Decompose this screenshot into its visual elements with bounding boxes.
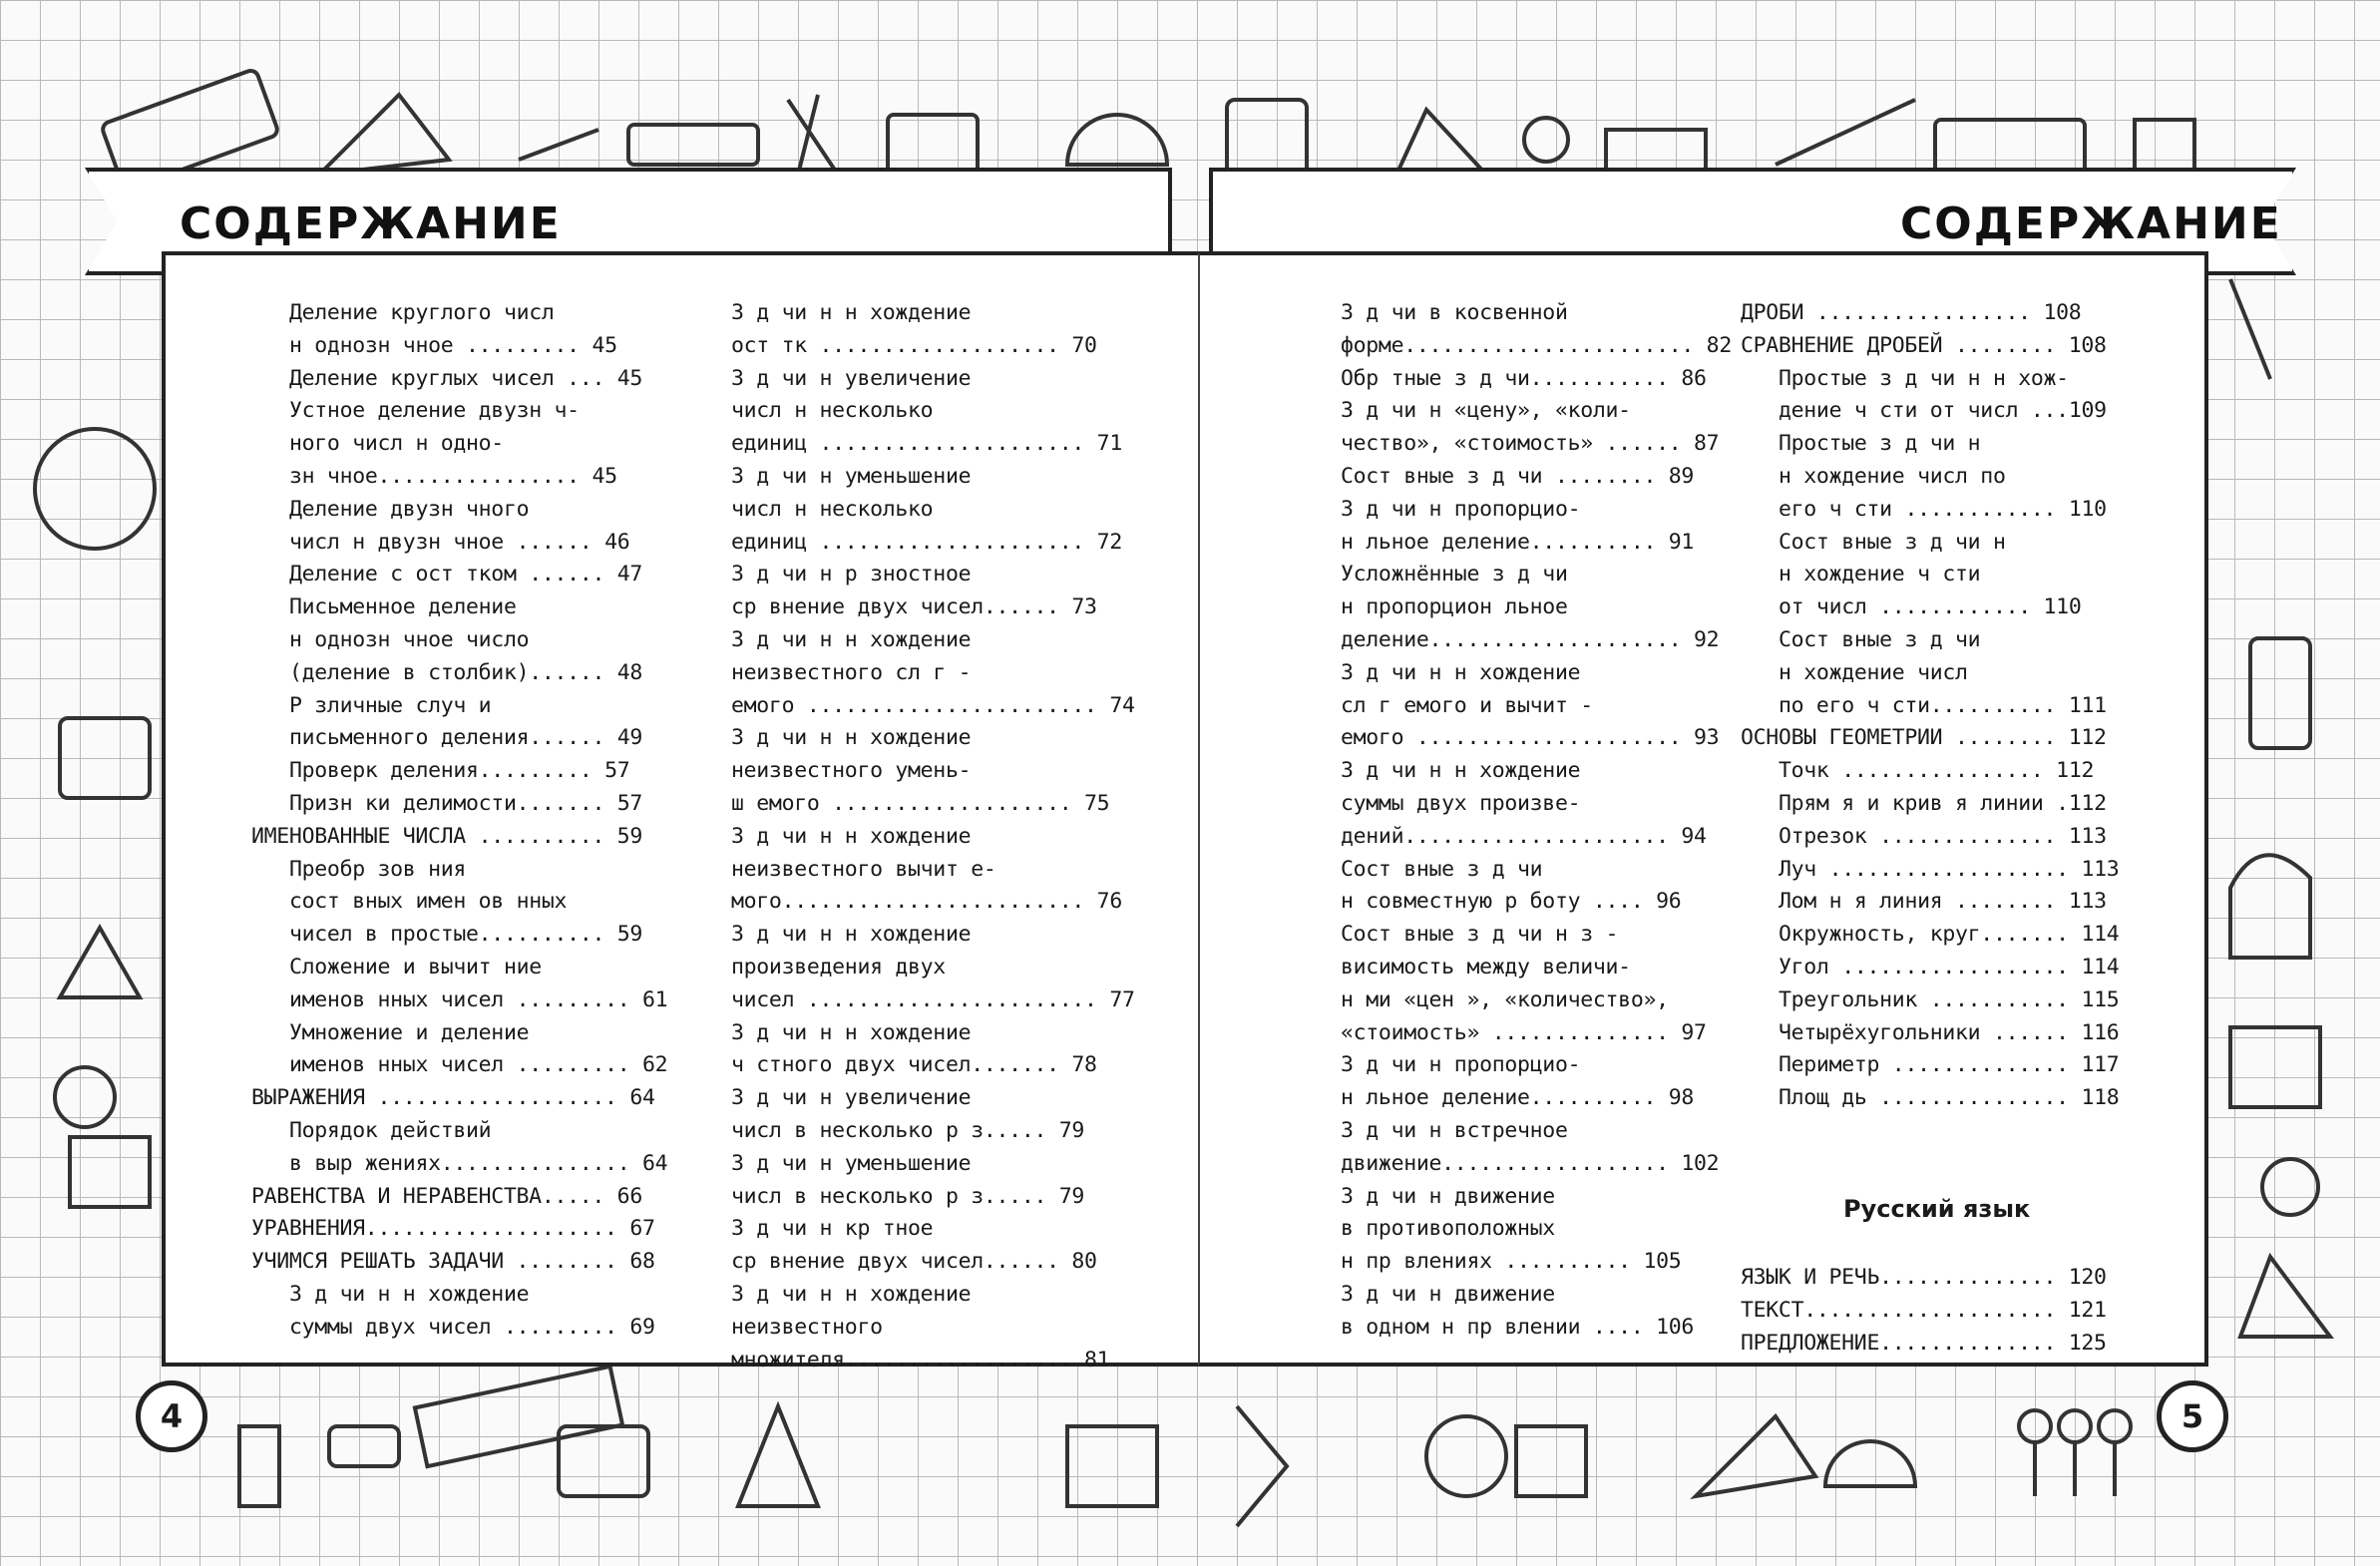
toc-entry: сл г емого и вычит - <box>1341 692 1593 718</box>
toc-entry: Точк ................ 112 <box>1779 758 2095 784</box>
toc-entry: Призн ки делимости....... 57 <box>289 790 643 816</box>
toc-entry: Простые з д чи н <box>1779 431 1981 457</box>
toc-entry: по его ч сти.......... 111 <box>1779 692 2107 718</box>
toc-entry: Лом н я линия ........ 113 <box>1779 889 2107 915</box>
toc-entry: Деление двузн чного <box>289 496 530 522</box>
toc-entry: письменного деления...... 49 <box>289 725 643 751</box>
toc-entry: н льное деление.......... 98 <box>1341 1085 1695 1111</box>
toc-entry: ТЕКСТ.................... 121 <box>1741 1297 2107 1323</box>
toc-entry: н совместную р боту .... 96 <box>1341 889 1682 915</box>
toc-entry: Четырёхугольники ...... 116 <box>1779 1019 2120 1045</box>
toc-column-4 <box>1741 297 2119 1115</box>
toc-entry: Деление круглого числ <box>289 300 555 325</box>
toc-entry: н хождение числ по <box>1779 463 2006 489</box>
toc-entry: чество», «стоимость» ...... 87 <box>1341 431 1720 457</box>
toc-entry: Прям я и крив я линии .112 <box>1779 790 2107 816</box>
toc-entry: ср внение двух чисел...... 80 <box>731 1249 1097 1275</box>
toc-entry: емого ..................... 93 <box>1341 725 1720 751</box>
toc-entry: ЯЗЫК И РЕЧЬ.............. 120 <box>1741 1265 2107 1290</box>
toc-entry: н однозн чное число <box>289 626 530 652</box>
toc-entry: ост тк ................... 70 <box>731 332 1097 358</box>
toc-entry: Простые з д чи н н хож- <box>1779 365 2069 391</box>
toc-entry: Сост вные з д чи ........ 89 <box>1341 463 1695 489</box>
toc-entry: неизвестного сл г - <box>731 659 972 685</box>
toc-entry: «стоимость» .............. 97 <box>1341 1019 1707 1045</box>
toc-entry: дений..................... 94 <box>1341 823 1707 849</box>
left-side-doodles <box>0 259 160 1357</box>
toc-column-2 <box>731 297 1135 1376</box>
toc-entry: Усложнённые з д чи <box>1341 562 1568 587</box>
toc-entry: Письменное деление <box>289 594 517 620</box>
toc-entry: Треугольник ........... 115 <box>1779 986 2120 1012</box>
toc-entry: Преобр зов ния <box>289 856 467 882</box>
toc-entry: в выр жениях............... 64 <box>289 1150 668 1176</box>
toc-entry: Сост вные з д чи <box>1341 856 1543 882</box>
toc-entry: Р зличные случ и <box>289 692 492 718</box>
toc-entry: ш емого ................... 75 <box>731 790 1110 816</box>
toc-entry: суммы двух чисел ......... 69 <box>289 1314 655 1340</box>
toc-entry: в противоположных <box>1341 1216 1555 1242</box>
toc-entry: н пропорцион льное <box>1341 594 1568 620</box>
toc-entry: движение.................. 102 <box>1341 1150 1720 1176</box>
toc-entry: З д чи н н хождение <box>731 725 972 751</box>
right-page-number: 5 <box>2157 1380 2228 1452</box>
toc-entry: числ в несколько р з..... 79 <box>731 1117 1085 1143</box>
toc-entry: сост вных имен ов нных <box>289 889 568 915</box>
toc-entry: З д чи н увеличение <box>731 1085 972 1111</box>
toc-entry: н ми «цен », «количество», <box>1341 986 1669 1012</box>
top-doodles-strip <box>0 0 2380 180</box>
toc-entry: числ в несколько р з..... 79 <box>731 1183 1085 1209</box>
toc-entry: н льное деление.......... 91 <box>1341 529 1695 555</box>
toc-entry: СРАВНЕНИЕ ДРОБЕЙ ........ 108 <box>1741 332 2107 358</box>
toc-entry: н пр влениях .......... 105 <box>1341 1249 1682 1275</box>
toc-entry: З д чи н н хождение <box>731 823 972 849</box>
toc-entry: ч стного двух чисел....... 78 <box>731 1052 1097 1078</box>
toc-entry: З д чи н движение <box>1341 1183 1555 1209</box>
toc-entry: (деление в столбик)...... 48 <box>289 659 643 685</box>
toc-entry: З д чи н «цену», «коли- <box>1341 398 1631 424</box>
toc-entry: Отрезок .............. 113 <box>1779 823 2107 849</box>
toc-entry: Окружность, круг....... 114 <box>1779 922 2120 948</box>
toc-entry: З д чи н уменьшение <box>731 463 972 489</box>
toc-entry: деление.................... 92 <box>1341 626 1720 652</box>
toc-entry: З д чи н н хождение <box>1341 758 1581 784</box>
toc-entry: ДРОБИ ................. 108 <box>1741 300 2082 325</box>
toc-entry: дение ч сти от числ ...109 <box>1779 398 2107 424</box>
toc-entry: зн чное................ 45 <box>289 463 617 489</box>
toc-entry: Луч ................... 113 <box>1779 856 2120 882</box>
toc-entry: Сложение и вычит ние <box>289 954 542 979</box>
toc-entry: З д чи н н хождение <box>731 1019 972 1045</box>
toc-entry: мого........................ 76 <box>731 889 1122 915</box>
left-page-number: 4 <box>136 1380 207 1452</box>
russian-language-heading: Русский язык <box>1843 1195 2031 1223</box>
toc-entry: З д чи н кр тное <box>731 1216 934 1242</box>
toc-entry: З д чи н н хождение <box>731 300 972 325</box>
toc-entry: его ч сти ............ 110 <box>1779 496 2107 522</box>
toc-entry: емого ....................... 74 <box>731 692 1135 718</box>
toc-entry: УЧИМСЯ РЕШАТЬ ЗАДАЧИ ........ 68 <box>251 1249 655 1275</box>
toc-entry: от числ ............ 110 <box>1779 594 2082 620</box>
toc-entry: Порядок действий <box>289 1117 492 1143</box>
toc-entry: Сост вные з д чи <box>1779 626 1981 652</box>
toc-entry: Деление круглых чисел ... 45 <box>289 365 643 391</box>
toc-entry: форме....................... 82 <box>1341 332 1732 358</box>
toc-entry: З д чи н пропорцио- <box>1341 496 1581 522</box>
toc-entry: н хождение ч сти <box>1779 562 1981 587</box>
toc-entry: З д чи н уменьшение <box>731 1150 972 1176</box>
toc-entry: числ н несколько <box>731 496 934 522</box>
toc-entry: Обр тные з д чи........... 86 <box>1341 365 1707 391</box>
toc-entry: З д чи н увеличение <box>731 365 972 391</box>
toc-entry: З д чи н движение <box>1341 1281 1555 1307</box>
toc-entry: Сост вные з д чи н з - <box>1341 922 1619 948</box>
toc-entry: неизвестного умень- <box>731 758 972 784</box>
toc-entry: именов нных чисел ......... 61 <box>289 986 668 1012</box>
toc-entry: Сост вные з д чи н <box>1779 529 2006 555</box>
left-page-title: СОДЕРЖАНИЕ <box>180 198 562 249</box>
toc-entry: З д чи н н хождение <box>1341 659 1581 685</box>
toc-entry: н однозн чное ......... 45 <box>289 332 617 358</box>
toc-entry: З д чи н встречное <box>1341 1117 1568 1143</box>
toc-entry: Умножение и деление <box>289 1019 530 1045</box>
toc-column-3 <box>1341 297 1732 1345</box>
toc-entry: З д чи н р зностное <box>731 562 972 587</box>
toc-entry: Проверк деления......... 57 <box>289 758 630 784</box>
bottom-doodles-strip <box>0 1367 2380 1566</box>
toc-entry: З д чи н н хождение <box>731 922 972 948</box>
toc-entry: ОСНОВЫ ГЕОМЕТРИИ ........ 112 <box>1741 725 2107 751</box>
toc-entry: Угол .................. 114 <box>1779 954 2120 979</box>
toc-entry: числ н несколько <box>731 398 934 424</box>
right-side-doodles <box>2210 259 2380 1357</box>
toc-entry: произведения двух <box>731 954 946 979</box>
toc-entry: ср внение двух чисел...... 73 <box>731 594 1097 620</box>
toc-entry: именов нных чисел ......... 62 <box>289 1052 668 1078</box>
toc-entry: З д чи н н хождение <box>289 1281 530 1307</box>
toc-entry: Устное деление двузн ч- <box>289 398 580 424</box>
toc-entry: З д чи н н хождение <box>731 626 972 652</box>
toc-entry: в одном н пр влении .... 106 <box>1341 1314 1695 1340</box>
toc-entry: единиц ..................... 72 <box>731 529 1122 555</box>
toc-column-1 <box>251 297 667 1345</box>
toc-entry: РАВЕНСТВА И НЕРАВЕНСТВА..... 66 <box>251 1183 642 1209</box>
toc-entry: ВЫРАЖЕНИЯ ................... 64 <box>251 1085 655 1111</box>
toc-entry: УРАВНЕНИЯ.................... 67 <box>251 1216 655 1242</box>
toc-entry: н хождение числ <box>1779 659 1968 685</box>
toc-entry: неизвестного вычит е- <box>731 856 996 882</box>
toc-entry: Площ дь ............... 118 <box>1779 1085 2120 1111</box>
toc-entry: Деление с ост тком ...... 47 <box>289 562 643 587</box>
toc-entry: единиц ..................... 71 <box>731 431 1122 457</box>
toc-entry: суммы двух произве- <box>1341 790 1581 816</box>
toc-entry: ного числ н одно- <box>289 431 504 457</box>
toc-entry: висимость между величи- <box>1341 954 1631 979</box>
toc-entry: неизвестного <box>731 1314 883 1340</box>
russian-section-list <box>1741 1262 2107 1360</box>
right-page-title: СОДЕРЖАНИЕ <box>1900 198 2282 249</box>
toc-entry: З д чи н пропорцио- <box>1341 1052 1581 1078</box>
toc-entry: ПРЕДЛОЖЕНИЕ.............. 125 <box>1741 1330 2107 1356</box>
toc-entry: чисел ....................... 77 <box>731 986 1135 1012</box>
toc-entry: множителя.................. 81 <box>731 1347 1110 1372</box>
toc-entry: числ н двузн чное ...... 46 <box>289 529 630 555</box>
toc-entry: З д чи в косвенной <box>1341 300 1568 325</box>
toc-entry: Периметр .............. 117 <box>1779 1052 2120 1078</box>
toc-entry: ИМЕНОВАННЫЕ ЧИСЛА .......... 59 <box>251 823 642 849</box>
toc-entry: З д чи н н хождение <box>731 1281 972 1307</box>
toc-entry: чисел в простые.......... 59 <box>289 922 643 948</box>
